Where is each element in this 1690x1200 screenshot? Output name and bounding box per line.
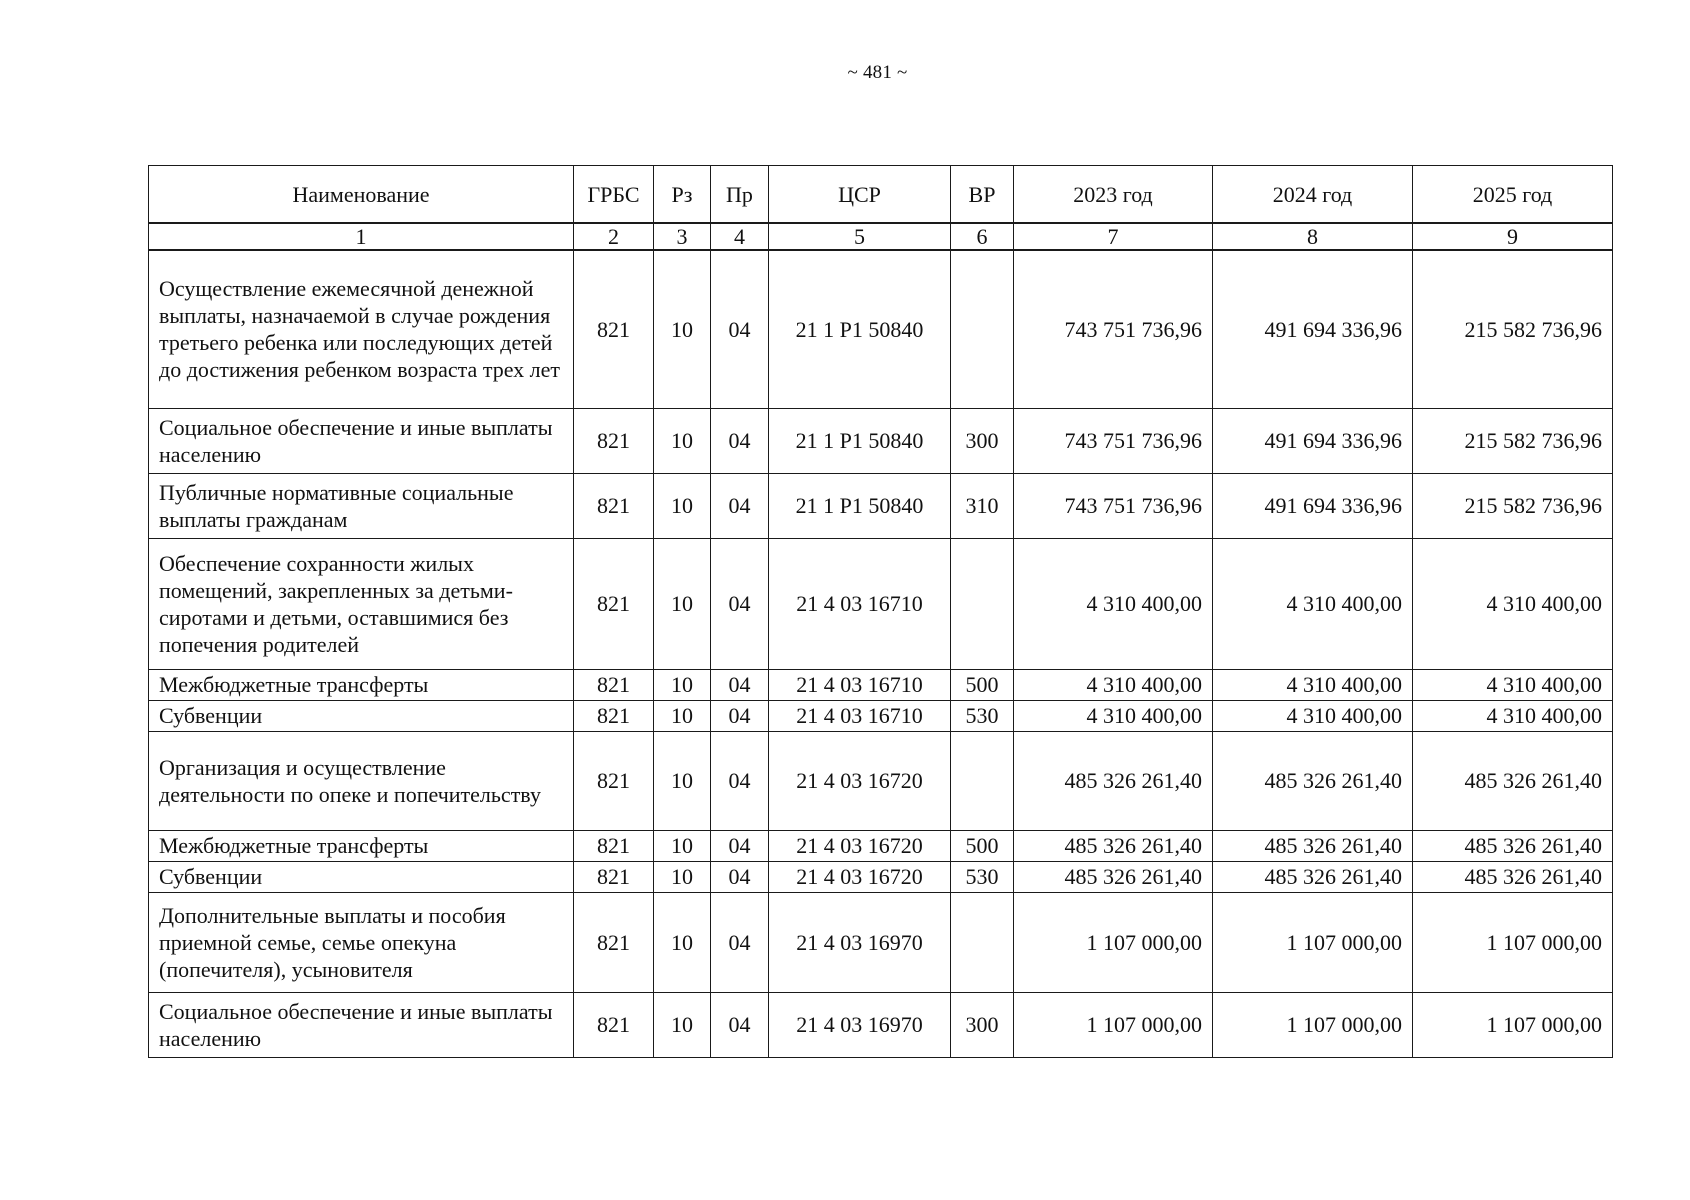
- cell-vr: 300: [951, 408, 1014, 473]
- column-index: 1: [149, 223, 574, 250]
- table-row: [149, 892, 1613, 992]
- cell-vr: 500: [951, 669, 1014, 700]
- cell-2023: 1 107 000,00: [1014, 892, 1213, 992]
- column-index: 9: [1413, 223, 1613, 250]
- cell-grbs: 821: [574, 473, 654, 538]
- cell-2023: 743 751 736,96: [1014, 408, 1213, 473]
- cell-pr: 04: [711, 861, 769, 892]
- cell-name: Субвенции: [149, 861, 574, 892]
- cell-rz: 10: [654, 250, 711, 408]
- cell-2024: 4 310 400,00: [1213, 669, 1413, 700]
- cell-rz: 10: [654, 538, 711, 669]
- cell-2024: 491 694 336,96: [1213, 408, 1413, 473]
- cell-2023: 1 107 000,00: [1014, 992, 1213, 1057]
- table-row: [149, 408, 1613, 473]
- cell-2024: 485 326 261,40: [1213, 731, 1413, 830]
- cell-name: Осуществление ежемесячной денежной выплаты, назначаемой в случае рождения третьего ребенка или последующих детей до достижения ребенком возраста трех лет: [149, 250, 574, 408]
- table-row: [149, 861, 1613, 892]
- cell-pr: 04: [711, 669, 769, 700]
- cell-2025: 1 107 000,00: [1413, 992, 1613, 1057]
- cell-grbs: 821: [574, 538, 654, 669]
- cell-2024: 4 310 400,00: [1213, 538, 1413, 669]
- cell-vr: [951, 250, 1014, 408]
- cell-pr: 04: [711, 408, 769, 473]
- cell-csr: 21 4 03 16970: [769, 892, 951, 992]
- header-rz: Рз: [654, 166, 711, 224]
- cell-2025: 4 310 400,00: [1413, 538, 1613, 669]
- cell-rz: 10: [654, 731, 711, 830]
- cell-rz: 10: [654, 992, 711, 1057]
- cell-2023: 743 751 736,96: [1014, 250, 1213, 408]
- cell-rz: 10: [654, 700, 711, 731]
- cell-name: Организация и осуществление деятельности по опеке и попечительству: [149, 731, 574, 830]
- cell-grbs: 821: [574, 830, 654, 861]
- header-name: Наименование: [149, 166, 574, 224]
- budget-table: [148, 165, 1613, 1058]
- cell-rz: 10: [654, 669, 711, 700]
- cell-pr: 04: [711, 538, 769, 669]
- cell-name: Социальное обеспечение и иные выплаты населению: [149, 992, 574, 1057]
- table-row: [149, 669, 1613, 700]
- column-index: 4: [711, 223, 769, 250]
- cell-csr: 21 1 P1 50840: [769, 473, 951, 538]
- cell-name: Социальное обеспечение и иные выплаты населению: [149, 408, 574, 473]
- cell-2024: 4 310 400,00: [1213, 700, 1413, 731]
- header-vr: ВР: [951, 166, 1014, 224]
- cell-rz: 10: [654, 892, 711, 992]
- cell-grbs: 821: [574, 992, 654, 1057]
- page-number: ~ 481 ~: [847, 62, 908, 83]
- header-2023: 2023 год: [1014, 166, 1213, 224]
- cell-grbs: 821: [574, 250, 654, 408]
- cell-name: Обеспечение сохранности жилых помещений, закрепленных за детьми-сиротами и детьми, оставшимися без попечения родителей: [149, 538, 574, 669]
- column-index: 2: [574, 223, 654, 250]
- cell-grbs: 821: [574, 731, 654, 830]
- cell-2023: 4 310 400,00: [1014, 538, 1213, 669]
- table-row: [149, 250, 1613, 408]
- cell-2025: 215 582 736,96: [1413, 250, 1613, 408]
- table-row: [149, 538, 1613, 669]
- cell-csr: 21 1 P1 50840: [769, 408, 951, 473]
- cell-2025: 485 326 261,40: [1413, 861, 1613, 892]
- table-row: [149, 731, 1613, 830]
- cell-2023: 4 310 400,00: [1014, 700, 1213, 731]
- cell-csr: 21 4 03 16720: [769, 731, 951, 830]
- header-grbs: ГРБС: [574, 166, 654, 224]
- cell-pr: 04: [711, 250, 769, 408]
- cell-vr: 530: [951, 700, 1014, 731]
- cell-vr: [951, 892, 1014, 992]
- cell-grbs: 821: [574, 700, 654, 731]
- column-index: 5: [769, 223, 951, 250]
- column-index: 6: [951, 223, 1014, 250]
- cell-grbs: 821: [574, 861, 654, 892]
- cell-grbs: 821: [574, 669, 654, 700]
- cell-rz: 10: [654, 861, 711, 892]
- table-row: [149, 473, 1613, 538]
- cell-csr: 21 4 03 16710: [769, 669, 951, 700]
- cell-csr: 21 4 03 16720: [769, 861, 951, 892]
- cell-pr: 04: [711, 473, 769, 538]
- cell-2024: 491 694 336,96: [1213, 250, 1413, 408]
- cell-csr: 21 4 03 16710: [769, 700, 951, 731]
- cell-2025: 215 582 736,96: [1413, 408, 1613, 473]
- header-csr: ЦСР: [769, 166, 951, 224]
- cell-rz: 10: [654, 830, 711, 861]
- column-index: 3: [654, 223, 711, 250]
- cell-grbs: 821: [574, 408, 654, 473]
- cell-vr: 310: [951, 473, 1014, 538]
- column-index-row: [149, 223, 1613, 250]
- cell-name: Дополнительные выплаты и пособия приемной семье, семье опекуна (попечителя), усыновителя: [149, 892, 574, 992]
- cell-2024: 491 694 336,96: [1213, 473, 1413, 538]
- cell-2023: 4 310 400,00: [1014, 669, 1213, 700]
- cell-rz: 10: [654, 473, 711, 538]
- cell-2024: 1 107 000,00: [1213, 992, 1413, 1057]
- cell-pr: 04: [711, 992, 769, 1057]
- cell-rz: 10: [654, 408, 711, 473]
- cell-name: Субвенции: [149, 700, 574, 731]
- cell-2024: 485 326 261,40: [1213, 830, 1413, 861]
- cell-grbs: 821: [574, 892, 654, 992]
- cell-2025: 4 310 400,00: [1413, 669, 1613, 700]
- cell-2025: 485 326 261,40: [1413, 830, 1613, 861]
- cell-vr: 530: [951, 861, 1014, 892]
- table-row: [149, 700, 1613, 731]
- cell-csr: 21 4 03 16720: [769, 830, 951, 861]
- cell-2025: 485 326 261,40: [1413, 731, 1613, 830]
- cell-2024: 485 326 261,40: [1213, 861, 1413, 892]
- cell-csr: 21 4 03 16970: [769, 992, 951, 1057]
- cell-2023: 743 751 736,96: [1014, 473, 1213, 538]
- cell-2023: 485 326 261,40: [1014, 861, 1213, 892]
- header-2024: 2024 год: [1213, 166, 1413, 224]
- column-index: 7: [1014, 223, 1213, 250]
- cell-pr: 04: [711, 892, 769, 992]
- column-index: 8: [1213, 223, 1413, 250]
- cell-name: Публичные нормативные социальные выплаты гражданам: [149, 473, 574, 538]
- cell-csr: 21 1 P1 50840: [769, 250, 951, 408]
- cell-name: Межбюджетные трансферты: [149, 830, 574, 861]
- table-row: [149, 830, 1613, 861]
- cell-2025: 4 310 400,00: [1413, 700, 1613, 731]
- cell-name: Межбюджетные трансферты: [149, 669, 574, 700]
- cell-vr: [951, 538, 1014, 669]
- table-header-row: [149, 166, 1613, 224]
- cell-pr: 04: [711, 830, 769, 861]
- cell-csr: 21 4 03 16710: [769, 538, 951, 669]
- cell-2023: 485 326 261,40: [1014, 731, 1213, 830]
- cell-2023: 485 326 261,40: [1014, 830, 1213, 861]
- cell-vr: [951, 731, 1014, 830]
- cell-2024: 1 107 000,00: [1213, 892, 1413, 992]
- cell-2025: 215 582 736,96: [1413, 473, 1613, 538]
- header-2025: 2025 год: [1413, 166, 1613, 224]
- cell-pr: 04: [711, 731, 769, 830]
- cell-pr: 04: [711, 700, 769, 731]
- header-pr: Пр: [711, 166, 769, 224]
- table-row: [149, 992, 1613, 1057]
- cell-vr: 500: [951, 830, 1014, 861]
- cell-vr: 300: [951, 992, 1014, 1057]
- cell-2025: 1 107 000,00: [1413, 892, 1613, 992]
